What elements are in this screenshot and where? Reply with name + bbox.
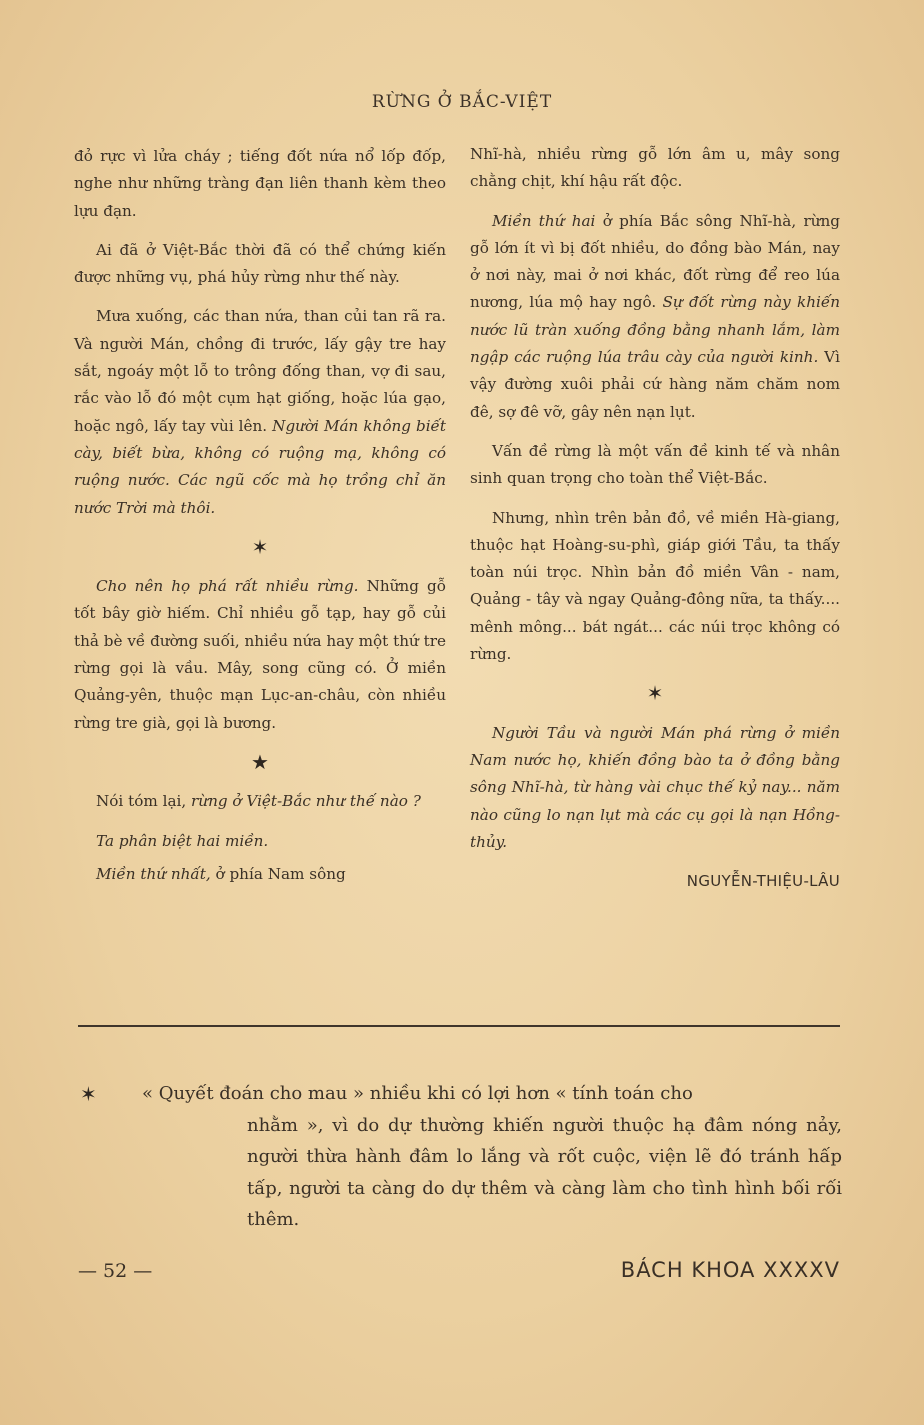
paragraph: Cho nên họ phá rất nhiều rừng. Những gỗ tốt bây giờ hiếm. Chỉ nhiều gỗ tạp, hay gỗ củi thả bè về đường suối, nhiều nứa hay một thứ tre rừng gọi là vầu. Mây, song cũng có. Ở miền Quảng-yên, thuộc mạn Lục-an-châu, còn nhiều rừng tre già, gọi là bương. (74, 577, 447, 732)
paragraph: Miền thứ nhất, ở phía Nam sông (96, 864, 346, 883)
horizontal-divider (78, 1025, 840, 1027)
page-number: — 52 — (78, 1260, 153, 1282)
section-star-ornament: ★ (251, 749, 269, 774)
paragraph: Mưa xuống, các than nứa, than củi tan rã ra. Và người Mán, chồng đi trước, lấy gậy tre hay sắt, ngoáy một lỗ to trông đống than, vợ đi sau, rắc vào lỗ đó một cụm hạt giống, hoặc lúa gạo, hoặc ngô, lấy tay vùi lên. Người Mán không biết cày, biết bừa, không có ruộng mạ, không có ruộng nước. Các ngũ cốc mà họ trồng chỉ ăn nước Trời mà thôi. (74, 307, 447, 517)
author-byline: NGUYỄN-THIỆU-LÂU (686, 872, 840, 891)
publication-title: BÁCH KHOA XXXXV (620, 1258, 840, 1282)
quote-star-icon: ✶ (80, 1082, 97, 1106)
paragraph: Nói tóm lại, rừng ở Việt-Bắc như thế nào ? (96, 792, 421, 811)
paragraph: đỏ rực vì lửa cháy ; tiếng đốt nứa nổ lốp đốp, nghe như những tràng đạn liên thanh kèm theo lựu đạn. (74, 147, 446, 220)
quote-body: nhằm », vì do dự thường khiến người thuộc hạ đâm nóng nảy, người thừa hành đâm lo lắng và rốt cuộc, viện lẽ đó tránh hấp tấp, người ta càng do dự thêm và càng làm cho tình hình bối rối thêm. (247, 1114, 842, 1230)
italic-emphasis: Người Mán không biết cày, biết bừa, không có ruộng mạ, không có ruộng nước. Các ngũ cốc mà họ trồng chỉ ăn nước Trời mà thôi. (74, 416, 447, 517)
paragraph: Người Tầu và người Mán phá rừng ở miền Nam nước họ, khiến đồng bào ta ở đồng bằng sông Nhĩ-hà, từ hàng vài chục thế kỷ nay... năm nào cũng lo nạn lụt mà các cụ gọi là nạn Hồng-thủy. (470, 723, 840, 851)
paragraph: Vấn đề rừng là một vấn đề kinh tế và nhân sinh quan trọng cho toàn thể Việt-Bắc. (470, 441, 840, 488)
paragraph: Ta phân biệt hai miền. (96, 831, 269, 850)
paragraph: Nhĩ-hà, nhiều rừng gỗ lớn âm u, mây song chằng chịt, khí hậu rất độc. (470, 145, 840, 191)
running-header: RỪNG Ở BẮC-VIỆT (371, 92, 553, 112)
section-star-ornament: ✶ (251, 534, 269, 559)
boxed-quote (142, 1078, 842, 1236)
section-star-ornament: ✶ (646, 681, 664, 706)
paragraph: Ai đã ở Việt-Bắc thời đã có thể chứng kiến được những vụ, phá hủy rừng như thế này. (74, 240, 446, 287)
paragraph: Nhưng, nhìn trên bản đồ, về miền Hà-giang, thuộc hạt Hoàng-su-phì, giáp giới Tầu, ta thấy toàn núi trọc. Nhìn bản đồ miền Vân - nam, Quảng - tây và ngay Quảng-đông nữa, ta thấy.... mênh mông... bát ngát... các núi trọc không có rừng. (470, 508, 840, 664)
quote-first-line: « Quyết đoán cho mau » nhiều khi có lợi hơn « tính toán cho (142, 1083, 693, 1104)
right-column (470, 141, 840, 895)
paragraph: Miền thứ hai ở phía Bắc sông Nhĩ-hà, rừng gỗ lớn ít vì bị đốt nhiều, do đồng bào Mán, nay ở nơi này, mai ở nơi khác, đốt rừng để reo lúa nương, lúa mộ hay ngô. Sự đốt rừng này khiến nước lũ tràn xuống đồng bằng nhanh lắm, làm ngập các ruộng lúa trâu cày của người kinh. Vì vậy đường xuôi phải cứ hàng năm chăm nom đê, sợ đê vỡ, gây nên nạn lụt. (470, 211, 840, 421)
left-column (74, 143, 446, 900)
